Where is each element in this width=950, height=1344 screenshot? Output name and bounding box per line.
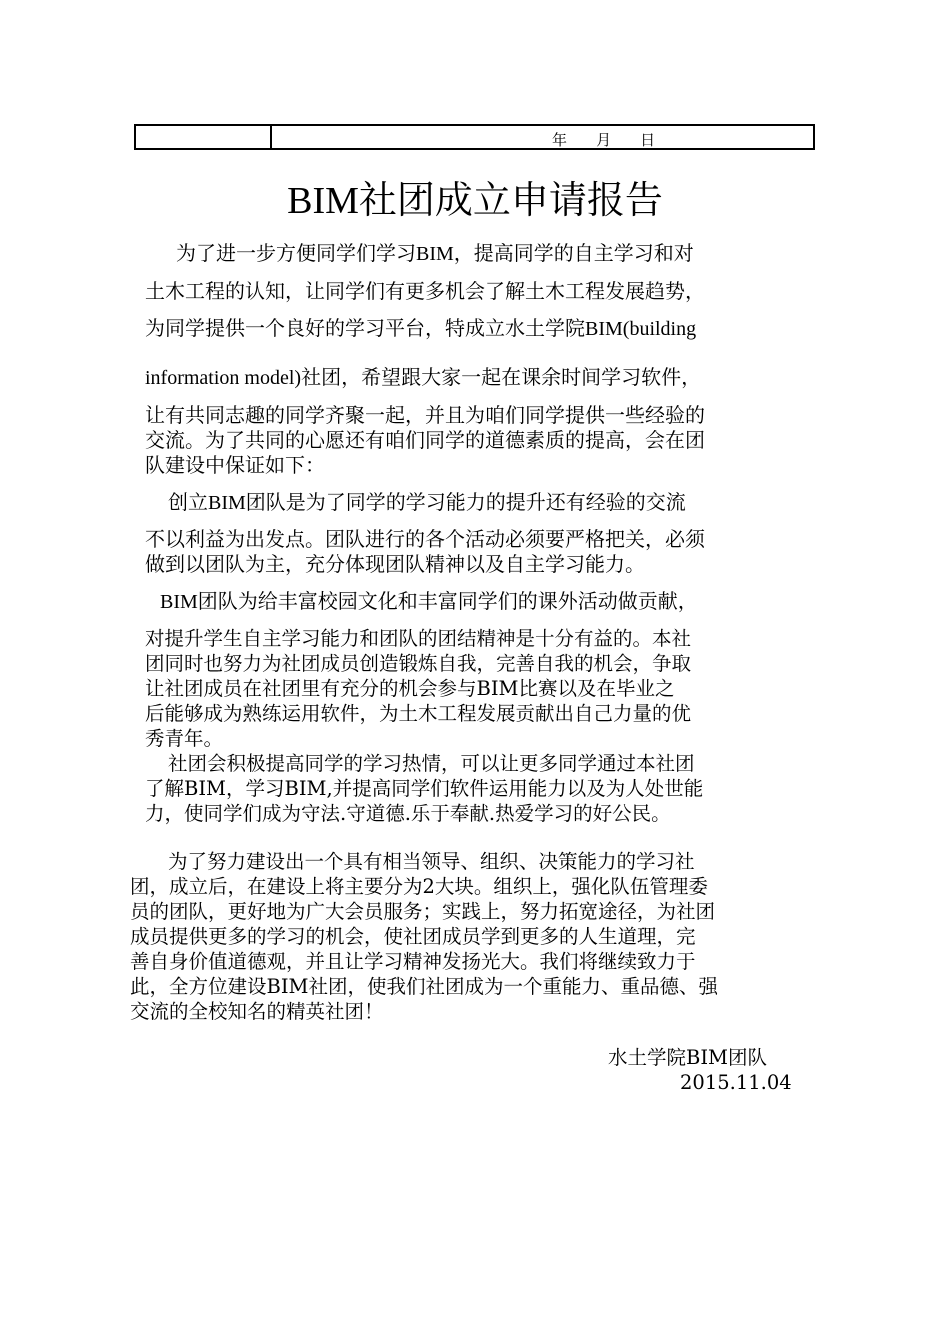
body-line: 团同时也努力为社团成员创造锻炼自我，完善自我的机会，争取 (145, 652, 692, 675)
body-line: 为同学提供一个良好的学习平台，特成立水土学院BIM(building (145, 318, 697, 340)
date-placeholder: 年 月 日 (552, 131, 658, 149)
body-line: 不以利益为出发点。团队进行的各个活动必须要严格把关，必须 (145, 529, 705, 551)
signature-date: 2015.11.04 (680, 1071, 792, 1094)
signature-team: 水土学院BIM团队 (608, 1046, 767, 1069)
body-line: 交流。为了共同的心愿还有咱们同学的道德素质的提高，会在团 (145, 430, 705, 452)
body-line: BIM团队为给丰富校园文化和丰富同学们的课外活动做贡献， (160, 591, 698, 613)
date-header-table (134, 124, 815, 150)
body-line: 秀青年。 (145, 727, 224, 750)
body-line: 善自身价值道德观，并且让学习精神发扬光大。我们将继续致力于 (130, 950, 696, 973)
body-line: 土木工程的认知，让同学们有更多机会了解土木工程发展趋势， (145, 281, 705, 303)
body-line: 了解BIM，学习BIM,并提高同学们软件运用能力以及为人处世能 (145, 777, 704, 800)
body-line: 社团会积极提高同学的学习热情，可以让更多同学通过本社团 (168, 752, 695, 775)
body-line: 交流的全校知名的精英社团！ (130, 1000, 384, 1023)
page-title: BIM社团成立申请报告 (287, 180, 663, 222)
body-line: 为了进一步方便同学们学习BIM，提高同学的自主学习和对 (176, 243, 694, 265)
body-line: 力，使同学们成为守法.守道德.乐于奉献.热爱学习的好公民。 (145, 802, 671, 825)
body-line: 为了努力建设出一个具有相当领导、组织、决策能力的学习社 (168, 850, 695, 873)
date-header-blank-cell (136, 126, 272, 148)
body-line: 对提升学生自主学习能力和团队的团结精神是十分有益的。本社 (145, 627, 692, 650)
date-header-date-cell (272, 126, 813, 148)
body-line: 让有共同志趣的同学齐聚一起，并且为咱们同学提供一些经验的 (145, 405, 705, 427)
body-line: 成员提供更多的学习的机会，使社团成员学到更多的人生道理，完 (130, 925, 696, 948)
body-line: 此，全方位建设BIM社团，使我们社团成为一个重能力、重品德、强 (130, 975, 718, 998)
body-line: 队建设中保证如下： (145, 455, 325, 477)
body-line: 后能够成为熟练运用软件，为土木工程发展贡献出自己力量的优 (145, 702, 692, 725)
body-line: 员的团队，更好地为广大会员服务；实践上，努力拓宽途径，为社团 (130, 900, 716, 923)
body-line: 让社团成员在社团里有充分的机会参与BIM比赛以及在毕业之 (145, 677, 675, 700)
body-line: 团，成立后，在建设上将主要分为2大块。组织上，强化队伍管理委 (130, 875, 708, 898)
body-line: 创立BIM团队是为了同学的学习能力的提升还有经验的交流 (168, 492, 686, 514)
body-line: information model)社团，希望跟大家一起在课余时间学习软件， (145, 367, 702, 389)
body-line: 做到以团队为主，充分体现团队精神以及自主学习能力。 (145, 554, 645, 576)
